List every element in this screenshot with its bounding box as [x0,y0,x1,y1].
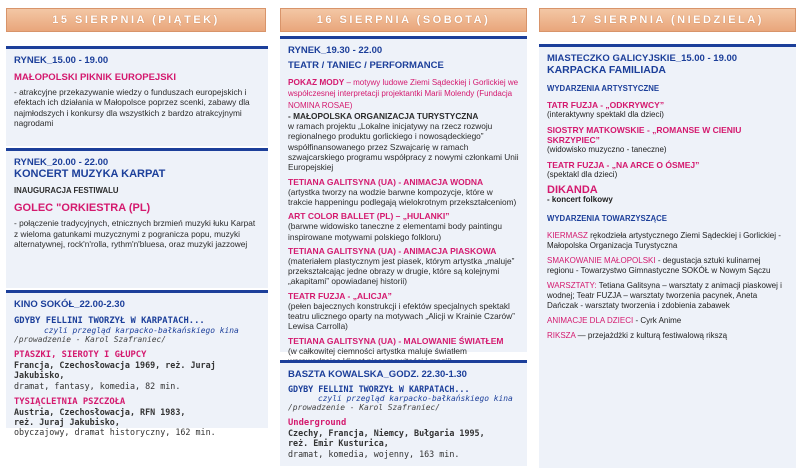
film-series-title: GDYBY FELLINI TWORZYŁ W KARPATACH... [14,316,205,326]
item-text: - degustacja sztuki kulinarnej regionu - Towarzystwo Gimnastyczne SOKÓŁ w Nowym Sączu [547,255,771,275]
event-time: BASZTA KOWALSKA_GODZ. 22.30-1.30 [288,369,467,380]
list-item [547,316,788,326]
item-text: (spektakl dla dzieci) [547,170,618,180]
band-name: GOLEC "ORKIESTRA (PL) [14,202,151,215]
list-item [547,100,788,120]
list-item [547,231,788,251]
list-item [547,185,788,205]
film-meta: Czechy, Francja, Niemcy, Bułgaria 1995, [288,428,485,438]
item-title: SMAKOWANIE MAŁOPOLSKI [547,255,656,265]
item-title: WARSZTATY: [547,280,597,290]
film-title: PTASZKI, SIEROTY I GŁUPCY [14,350,147,360]
film-series-subtitle: czyli przegląd karpacko-bałkańskiego kina [318,394,513,403]
panel-friday-picnic [6,46,268,146]
item-title: TETIANA GALITSYNA (UA) - MALOWANIE ŚWIATŁEM [288,335,504,346]
film-title: TYSIĄCLETNIA PSZCZOŁA [14,396,126,407]
event-subtitle: INAUGURACJA FESTIWALU [14,186,119,195]
event-title: KARPACKA FAMILIADA [547,64,666,76]
list-item [547,281,788,311]
column-saturday [276,0,531,474]
section-heading: WYDARZENIA ARTYSTYCZNE [547,84,660,93]
organizer-text: w ramach projektu „Lokalne inicjatywy na rzecz rozwoju regionalnego produktu gorlickiego i nowosądeckiego” współfinansowanego przez Szwajcarię w ramach szwajcarskiego programu współpracy z nowymi członkami Unii Europejskiej [288,121,519,173]
panel-saturday-performance [280,36,527,356]
event-time: RYNEK_20.00 - 22.00 [14,157,109,168]
film-meta: reż. Juraj Jakubisko, [14,417,120,428]
event-time: KINO SOKÓŁ_22.00-2.30 [14,299,125,310]
item-text: (materiałem plastycznym jest piasek, którym artystka „maluje” przekształcając jedne obrazy w drugie, które są kolejnymi „akapitami” opowiadanej historii) [288,255,515,287]
film-meta: Austria, Czechosłowacja, RFN 1983, [14,406,186,417]
film-series-host: /prowadzenie - Karol Szafraniec/ [14,335,167,344]
item-title: TETIANA GALITSYNA (UA) - ANIMACJA WODNA [288,176,484,187]
item-title: TATR FUZJA - „ODKRYWCY” [547,100,665,111]
list-item [547,331,788,341]
item-text: — przejażdżki z kulturą festiwalową rikszą [575,330,728,340]
list-item [547,256,788,276]
item-title: TEATR FUZJA - „ALICJA” [288,290,392,301]
event-time: MIASTECZKO GALICYJSKIE_15.00 - 19.00 [547,53,738,64]
day-header-sunday: 17 SIERPNIA (NIEDZIELA) [539,8,796,32]
item-text: (pełen bajecznych konstrukcji i efektów specjalnych spektakl teatru ulicznego oparty na motywach „Alicji w Krainie Czarów” Lewisa Carrolla) [288,300,515,332]
film-title: Underground [288,418,347,428]
item-text: - koncert folkowy [547,195,613,205]
section-heading: WYDARZENIA TOWARZYSZĄCE [547,214,667,224]
film-genre: dramat, fantasy, komedia, 82 min. [14,380,181,391]
film-meta: Francja, Czechosłowacja 1969, reż. Juraj Jakubisko, [14,360,216,381]
film-series-host: /prowadzenie - Karol Szafraniec/ [288,403,441,412]
event-description: - połączenie tradycyjnych, etnicznych brzmień muzyki łuku Karpat z wieloma gatunkami muzycznymi z pogranicza popu, muzyki alternatywnej, rock'n'rolla, rythm'n'bluesa, oraz muzyki jazzowej [14,218,256,249]
film-genre: obyczajowy, dramat historyczny, 162 min. [14,427,216,438]
panel-saturday-cinema [280,360,527,466]
item-text: (widowisko muzyczno - taneczne) [547,145,667,155]
column-friday [0,0,272,474]
column-sunday [535,0,800,474]
day-header-friday: 15 SIERPNIA (PIĄTEK) [6,8,266,32]
item-title: ANIMACJE DLA DZIECI [547,315,634,325]
organizer: - MAŁOPOLSKA ORGANIZACJA TURYSTYCZNA [288,110,479,121]
item-title: DIKANDA [547,184,598,197]
panel-friday-concert [6,148,268,288]
item-title: KIERMASZ [547,230,588,240]
item-title: RIKSZA [547,330,576,340]
item-text: Tetiana Galitsyna – warsztaty z animacji piaskowej i wodnej; Teatr FUZJA – warsztaty tworzenia pacynek, Aneta Dańczak - warsztaty tworzenia i zdobienia zabawek [547,280,782,310]
event-time: RYNEK_19.30 - 22.00 [288,45,383,56]
item-text: (interaktywny spektakl dla dzieci) [547,110,664,120]
film-series-title: GDYBY FELLINI TWORZYŁ W KARPATACH... [288,384,470,394]
item-title: POKAZ MODY [288,77,345,87]
event-description: - atrakcyjne przekazywanie wiedzy o funduszach europejskich i efektach ich działania w Małopolsce poprzez scenki, zabawy dla najmłodszych i konkursy dla wszystkich z bardzo atrakcyjnymi nagrodami [14,87,250,128]
item-text: (w całkowitej ciemności artystka maluje światłem [288,345,467,356]
item-title: ART COLOR BALLET (PL) – „HULANKI” [288,211,450,222]
panel-sunday-familiada [539,44,796,468]
event-title: TEATR / TANIEC / PERFORMANCE [288,60,444,71]
item-title: SIOSTRY MATKOWSKIE - „ROMANSE W CIENIU SKRZYPIEC” [547,125,742,146]
list-item [547,160,788,180]
item-text: - Cyrk Anime [633,315,682,325]
list-item [547,125,788,155]
event-fashion-show [288,77,519,111]
item-text: (artystka tworzy na wodzie barwne kompozycje, które w trakcie happeningu podlegają wielokrotnym przekształceniom) [288,186,517,207]
film-genre: dramat, komedia, wojenny, 163 min. [288,448,460,459]
item-title: TETIANA GALITSYNA (UA) - ANIMACJA PIASKOWA [288,245,497,256]
event-time: RYNEK_15.00 - 19.00 [14,55,109,66]
event-title: KONCERT MUZYKA KARPAT [14,168,166,180]
item-text: (barwne widowisko taneczne z elementami body paintingu inspirowane motywami polskiego folkloru) [288,221,502,242]
item-text: – motywy ludowe Ziemi Sądeckiej i Gorlickiej we współczesnej interpretacji projektantki Marii Molendy (Fundacja NOMINA ROSAE) [288,78,519,110]
item-title: TEATR FUZJA - „NA ARCE O ÓSMEJ” [547,160,700,171]
item-text: rękodzieła artystycznego Ziemi Sądeckiej i Gorlickiej - Małopolska Organizacja Turystyczna [547,230,781,250]
panel-friday-cinema [6,290,268,438]
day-header-saturday: 16 SIERPNIA (SOBOTA) [280,8,527,32]
film-series-subtitle: czyli przegląd karpacko-bałkańskiego kina [44,326,239,335]
event-title: MAŁOPOLSKI PIKNIK EUROPEJSKI [14,72,177,83]
film-meta: reż. Emir Kusturica, [288,438,389,449]
